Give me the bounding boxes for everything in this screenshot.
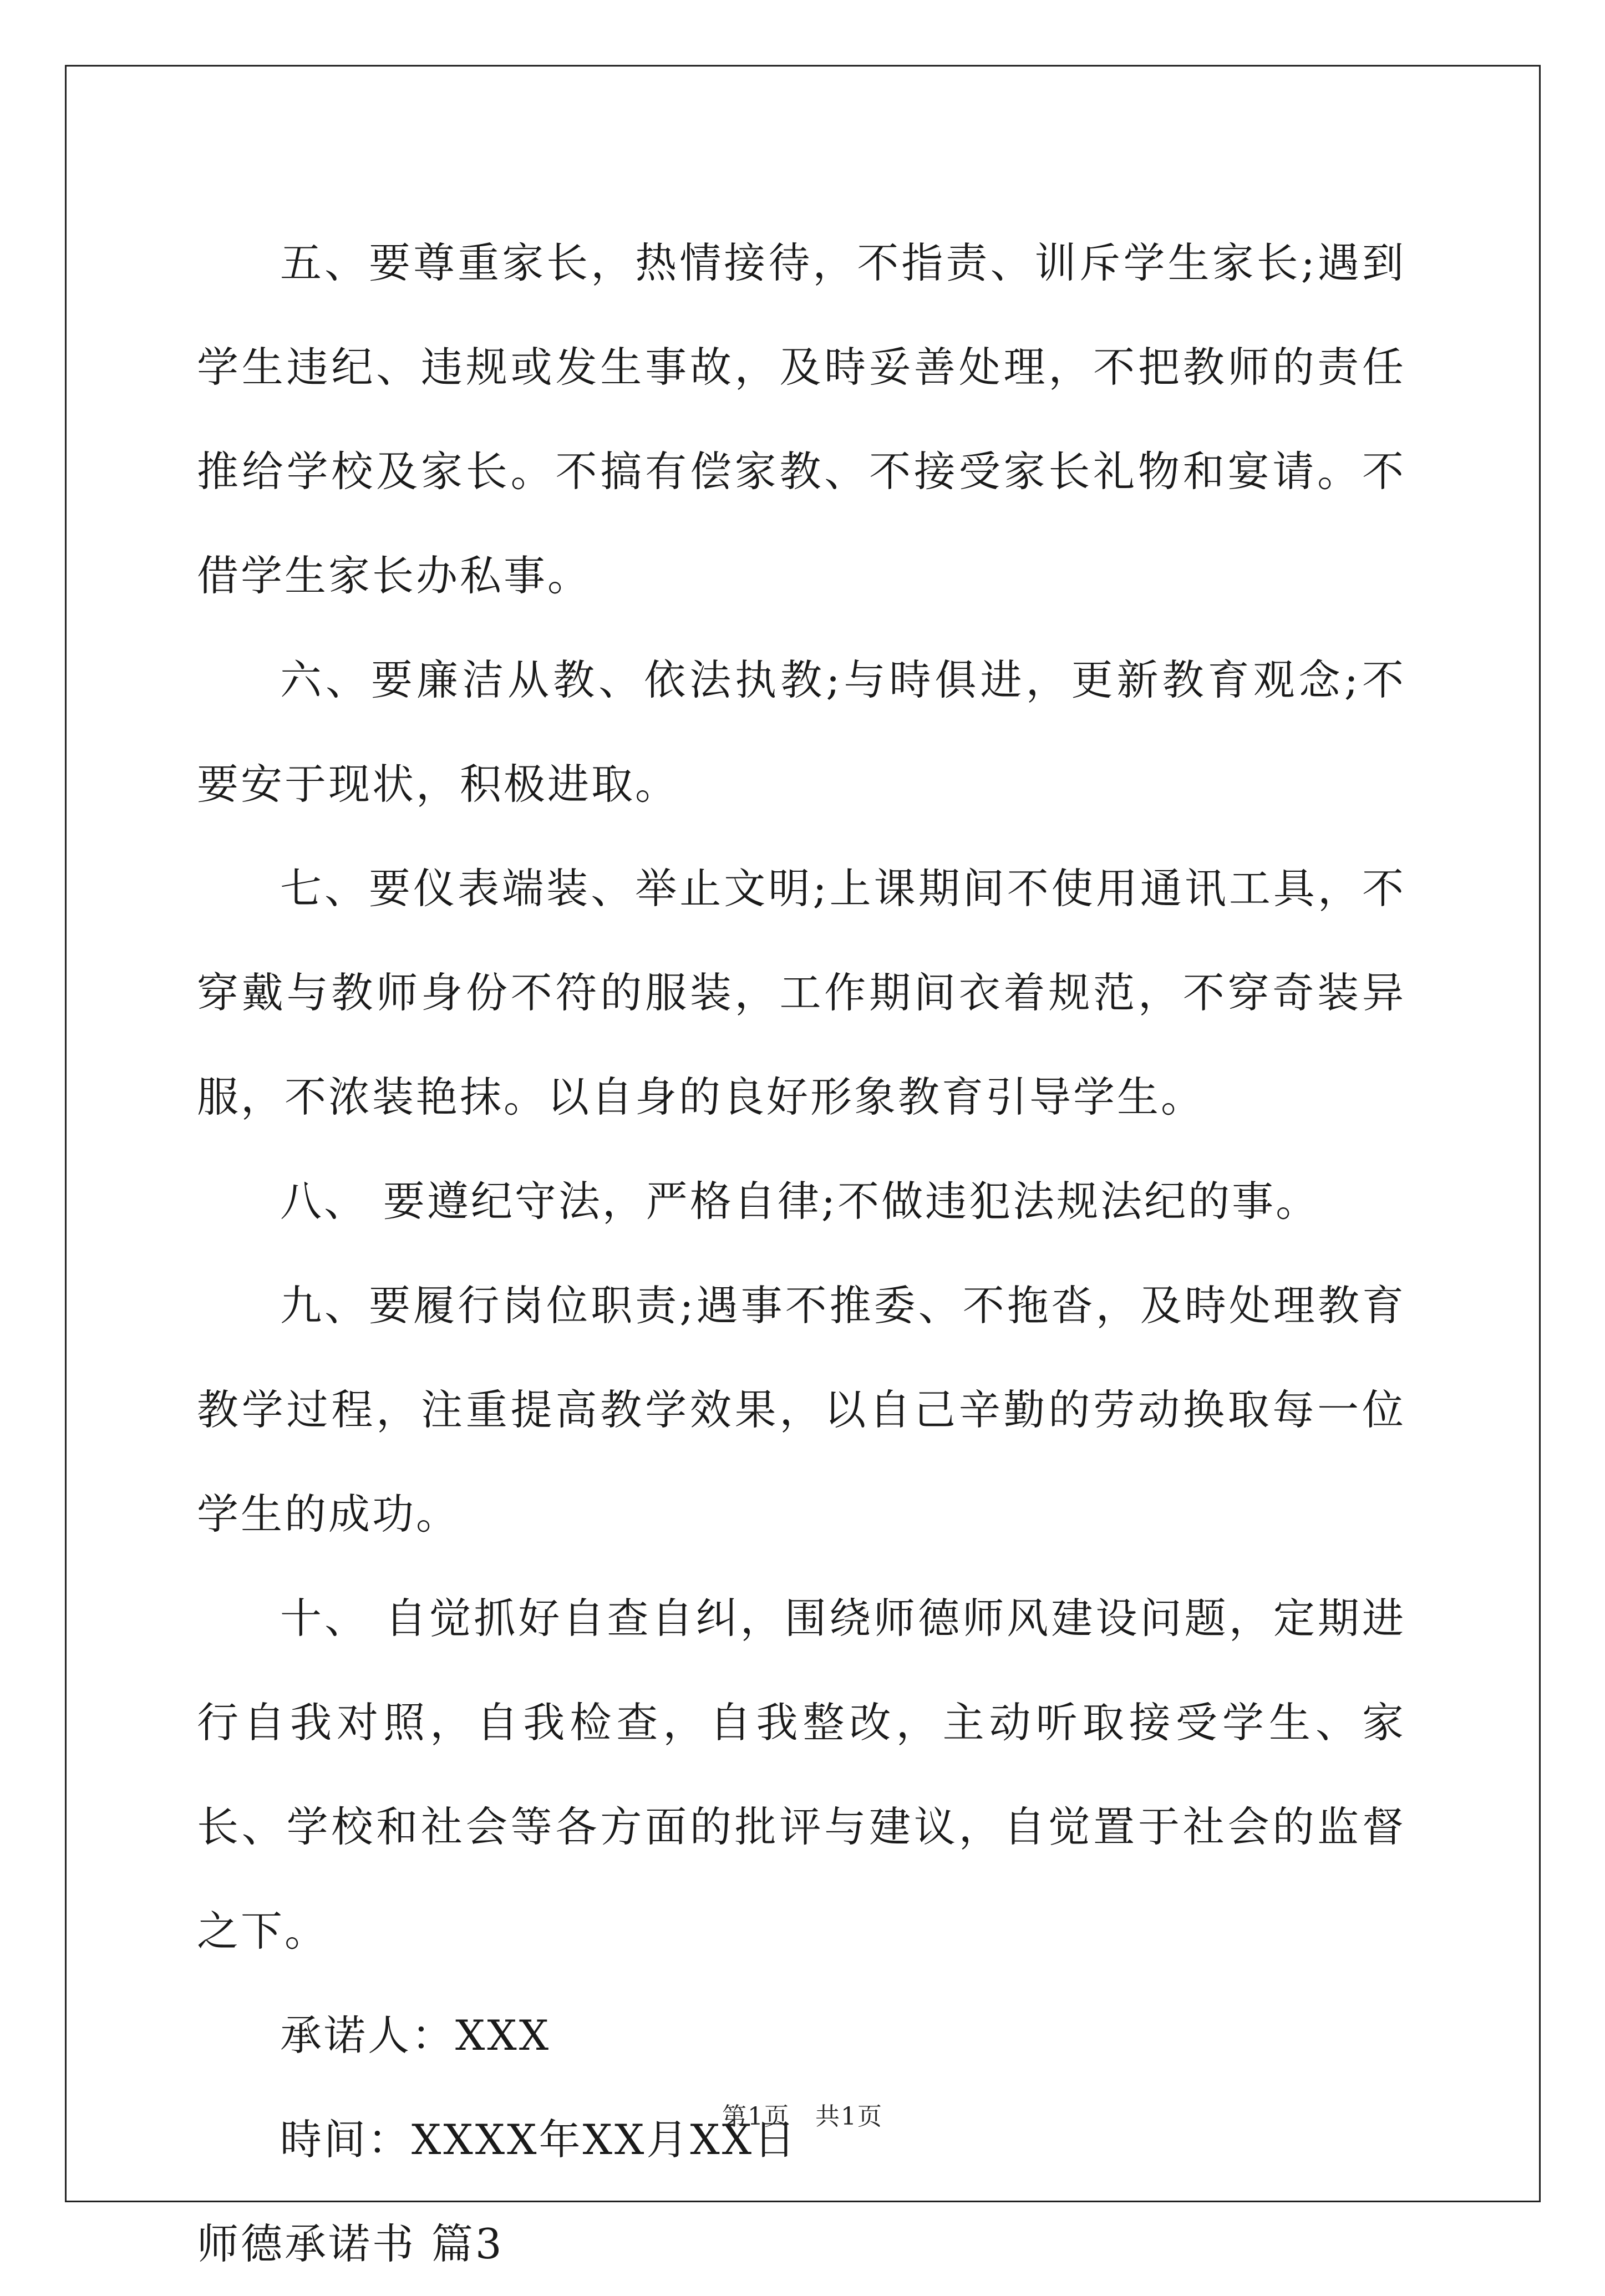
paragraph-6: 六、要廉洁从教、依法执教;与時俱进，更新教育观念;不要安于现状，积极进取。	[197, 656, 1406, 809]
paragraph-10: 十、 自觉抓好自查自纠，围绕师德师风建设问题，定期进行自我对照，自我检查，自我整改，主动听取接受学生、家长、学校和社会等各方面的批评与建议，自觉置于社会的监督之下。	[197, 1594, 1406, 1955]
document-body	[197, 211, 1406, 2296]
promisor-line: 承诺人：XXX	[280, 2011, 551, 2060]
date-line: 時间：XXXX年XX月XX日	[280, 2115, 798, 2164]
paragraph-7: 七、要仪表端装、举止文明;上课期间不使用通讯工具，不穿戴与教师身份不符的服装，工作期间衣着规范，不穿奇装异服，不浓装艳抹。以自身的良好形象教育引导学生。	[197, 864, 1406, 1121]
section-heading: 师德承诺书 篇3	[197, 2219, 504, 2268]
paragraph-9: 九、要履行岗位职责;遇事不推委、不拖沓，及時处理教育教学过程，注重提高教学效果，以自己辛勤的劳动换取每一位学生的成功。	[197, 1281, 1406, 1538]
paragraph-5: 五、要尊重家长，热情接待，不指责、训斥学生家长;遇到学生违纪、违规或发生事故，及時妥善处理，不把教师的责任推给学校及家长。不搞有偿家教、不接受家长礼物和宴请。不借学生家长办私事。	[197, 238, 1406, 600]
paragraph-8: 八、 要遵纪守法，严格自律;不做违犯法规法纪的事。	[280, 1177, 1320, 1226]
page-footer: 第1页 共1页	[722, 2102, 883, 2131]
